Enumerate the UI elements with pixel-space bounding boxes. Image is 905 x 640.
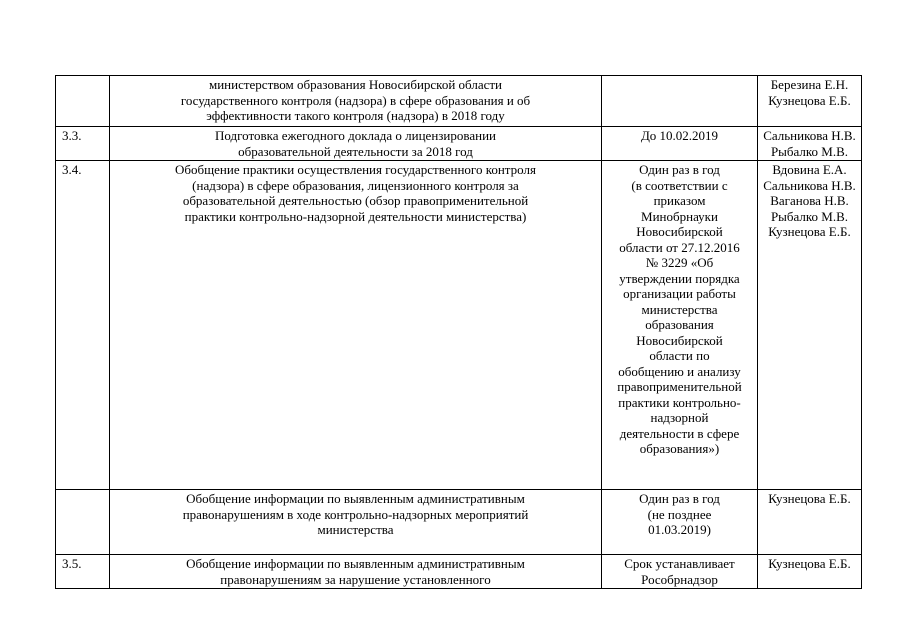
task-description: министерством образования Новосибирской области государственного контроля (надзора) в сфере образования и об эффективности такого контроля (надзора) в 2018 году [110,76,602,127]
task-description: Подготовка ежегодного доклада о лицензировании образовательной деятельности за 2018 год [110,127,602,161]
task-deadline: Срок устанавливает Рособрнадзор [602,555,758,589]
row-number: 3.3. [56,127,110,161]
task-description: Обобщение информации по выявленным административным правонарушениям за нарушение установленного [110,555,602,589]
task-description: Обобщение практики осуществления государственного контроля (надзора) в сфере образования, лицензионного контроля за образовательной деятельностью (обзор правоприменительной практики контрольно-надзорной деятельности министерства) [110,161,602,490]
row-number: 3.5. [56,555,110,589]
task-responsible: Сальникова Н.В. Рыбалко М.В. [758,127,862,161]
row-number [56,76,110,127]
row-number: 3.4. [56,161,110,490]
table-row [56,76,862,127]
plan-table [55,75,862,589]
task-description: Обобщение информации по выявленным административным правонарушениям в ходе контрольно-надзорных мероприятий министерства [110,490,602,555]
task-responsible: Кузнецова Е.Б. [758,555,862,589]
task-deadline: Один раз в год (не позднее 01.03.2019) [602,490,758,555]
table-row [56,490,862,555]
task-deadline [602,76,758,127]
task-deadline: Один раз в год (в соответствии с приказом Минобрнауки Новосибирской области от 27.12.2016 № 3229 «Об утверждении порядка организации работы министерства образования Новосибирской области по обобщению и анализу правоприменительной практики контрольно- надзорной деятельности в сфере образования») [602,161,758,490]
table-row [56,127,862,161]
task-responsible: Кузнецова Е.Б. [758,490,862,555]
table-row [56,161,862,490]
task-responsible: Березина Е.Н. Кузнецова Е.Б. [758,76,862,127]
table-row [56,555,862,589]
task-responsible: Вдовина Е.А. Сальникова Н.В. Ваганова Н.В. Рыбалко М.В. Кузнецова Е.Б. [758,161,862,490]
row-number [56,490,110,555]
task-deadline: До 10.02.2019 [602,127,758,161]
